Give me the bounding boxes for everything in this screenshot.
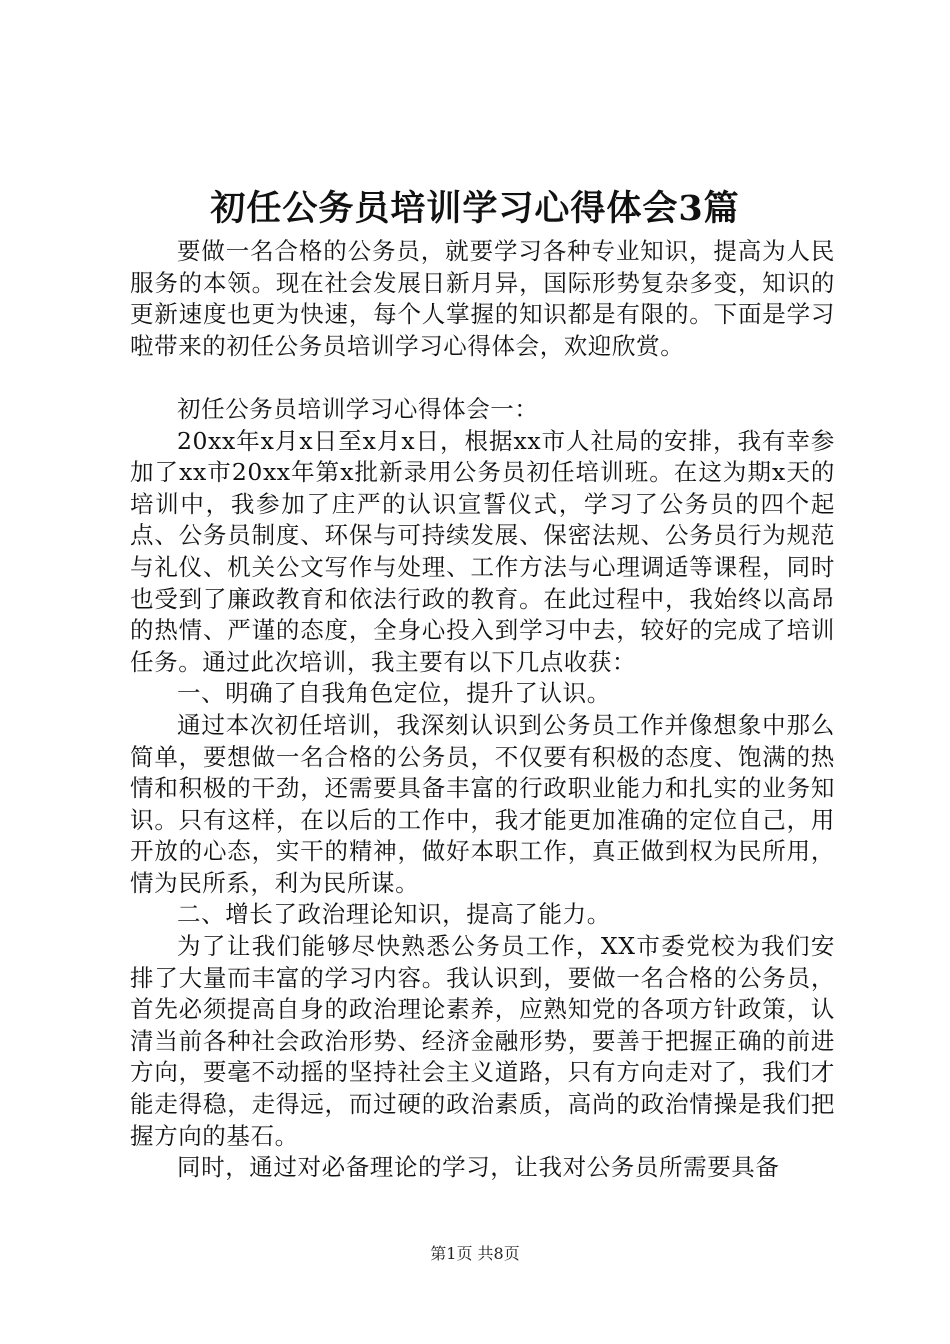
section-heading: 初任公务员培训学习心得体会一： [177,394,539,423]
point-heading: 一、明确了自我角色定位，提升了认识。 [177,679,611,708]
body-paragraph: 同时，通过对必备理论的学习，让我对公务员所需要具备 [177,1153,780,1182]
intro-paragraph: 要做一名合格的公务员，就要学习各种专业知识，提高为人民服务的本领。现在社会发展日新月异，国际形势复杂多变，知识的更新速度也更为快速，每个人掌握的知识都是有限的。下面是学习啦带来的初任公务员培训学习心得体会，欢迎欣赏。 [130,237,835,360]
document-body [130,236,835,1184]
point-heading: 二、增长了政治理论知识，提高了能力。 [177,900,611,929]
body-paragraph: 20xx年x月x日至x月x日，根据xx市人社局的安排，我有幸参加了xx市20xx年第x批新录用公务员初任培训班。在这为期x天的培训中，我参加了庄严的认识宣誓仪式，学习了公务员的四个起点、公务员制度、环保与可持续发展、保密法规、公务员行为规范与礼仪、机关公文写作与处理、工作方法与心理调适等课程，同时也受到了廉政教育和依法行政的教育。在此过程中，我始终以高昂的热情、严谨的态度，全身心投入到学习中去，较好的完成了培训任务。通过此次培训，我主要有以下几点收获： [130,426,835,676]
body-paragraph: 通过本次初任培训，我深刻认识到公务员工作并像想象中那么简单，要想做一名合格的公务员，不仅要有积极的态度、饱满的热情和积极的干劲，还需要具备丰富的行政职业能力和扎实的业务知识。只有这样，在以后的工作中，我才能更加准确的定位自己，用开放的心态，实干的精神，做好本职工作，真正做到权为民所用，情为民所系，利为民所谋。 [130,710,835,897]
document-title: 初任公务员培训学习心得体会3篇 [210,188,740,229]
body-paragraph: 为了让我们能够尽快熟悉公务员工作，XX市委党校为我们安排了大量而丰富的学习内容。我认识到，要做一名合格的公务员，首先必须提高自身的政治理论素养，应熟知党的各项方针政策，认清当前各种社会政治形势、经济金融形势，要善于把握正确的前进方向，要毫不动摇的坚持社会主义道路，只有方向走对了，我们才能走得稳，走得远，而过硬的政治素质，高尚的政治情操是我们把握方向的基石。 [130,932,835,1150]
page-number-footer: 第1页 共8页 [430,1244,520,1263]
